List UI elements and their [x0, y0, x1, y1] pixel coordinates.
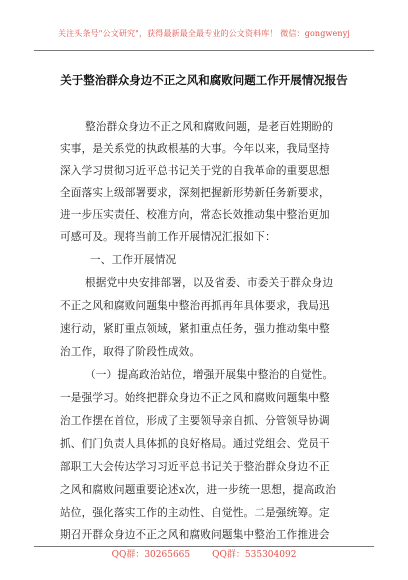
body-line: 实事，是关系党的执政根基的大事。今年以来，我局坚持 — [60, 143, 330, 155]
subsection-heading: （一）提高政治站位，增强开展集中整治的自觉性。 — [85, 369, 334, 381]
body-line: 治工作摆在首位，形成了主要领导亲自抓、分管领导协调 — [60, 415, 330, 427]
body-line: 之风和腐败问题重要论述x次，进一步统一思想，提高政治 — [60, 484, 337, 496]
body-line: 全面落实上级部署要求，深刻把握新形势新任务新要求， — [60, 187, 330, 199]
body-line: 深入学习贯彻习近平总书记关于党的自我革命的重要思想 — [60, 165, 330, 177]
body-line: 不正之风和腐败问题集中整治再抓再年具体要求，我局迅 — [60, 300, 330, 312]
document-title: 关于整治群众身边不正之风和腐败问题工作开展情况报告 — [60, 73, 348, 87]
body-line: 进一步压实责任、校准方向，常态长效推动集中整治更加 — [60, 209, 330, 221]
body-line: 治工作，取得了阶段性成效。 — [60, 346, 201, 358]
section-heading: 一、工作开展情况 — [90, 254, 177, 266]
body-line: 期召开群众身边不正之风和腐败问题集中整治工作推进会 — [60, 529, 330, 541]
qq-group-2: QQ群：535304092 — [212, 550, 297, 560]
body-line: 可感可及。现将当前工作开展情况汇报如下： — [60, 231, 276, 243]
body-line: 根据党中央安排部署，以及省委、市委关于群众身边 — [85, 277, 334, 289]
footer-contact — [0, 549, 408, 561]
body-line: 抓、们门负责人具体抓的良好格局。通过党组会、党员干 — [60, 438, 330, 450]
header-notice: 关注头条号"公文研究"，获得最新最全最专业的公文资料库！ 微信：gongwenyj — [58, 29, 350, 38]
body-line: 站位，强化落实工作的主动性、自觉性。二是强统筹。定 — [60, 507, 330, 519]
body-line: 整治群众身边不正之风和腐败问题，是老百姓期盼的 — [85, 121, 334, 133]
qq-group-1: QQ群：30265665 — [111, 550, 191, 560]
footer-divider — [34, 546, 374, 547]
body-line: 一是强学习。始终把群众身边不正之风和腐败问题集中整 — [60, 392, 330, 404]
body-line: 速行动，紧盯重点领域，紧扣重点任务，强力推动集中整 — [60, 323, 330, 335]
body-line: 部职工大会传达学习习近平总书记关于整治群众身边不正 — [60, 461, 330, 473]
header-divider — [34, 50, 374, 51]
